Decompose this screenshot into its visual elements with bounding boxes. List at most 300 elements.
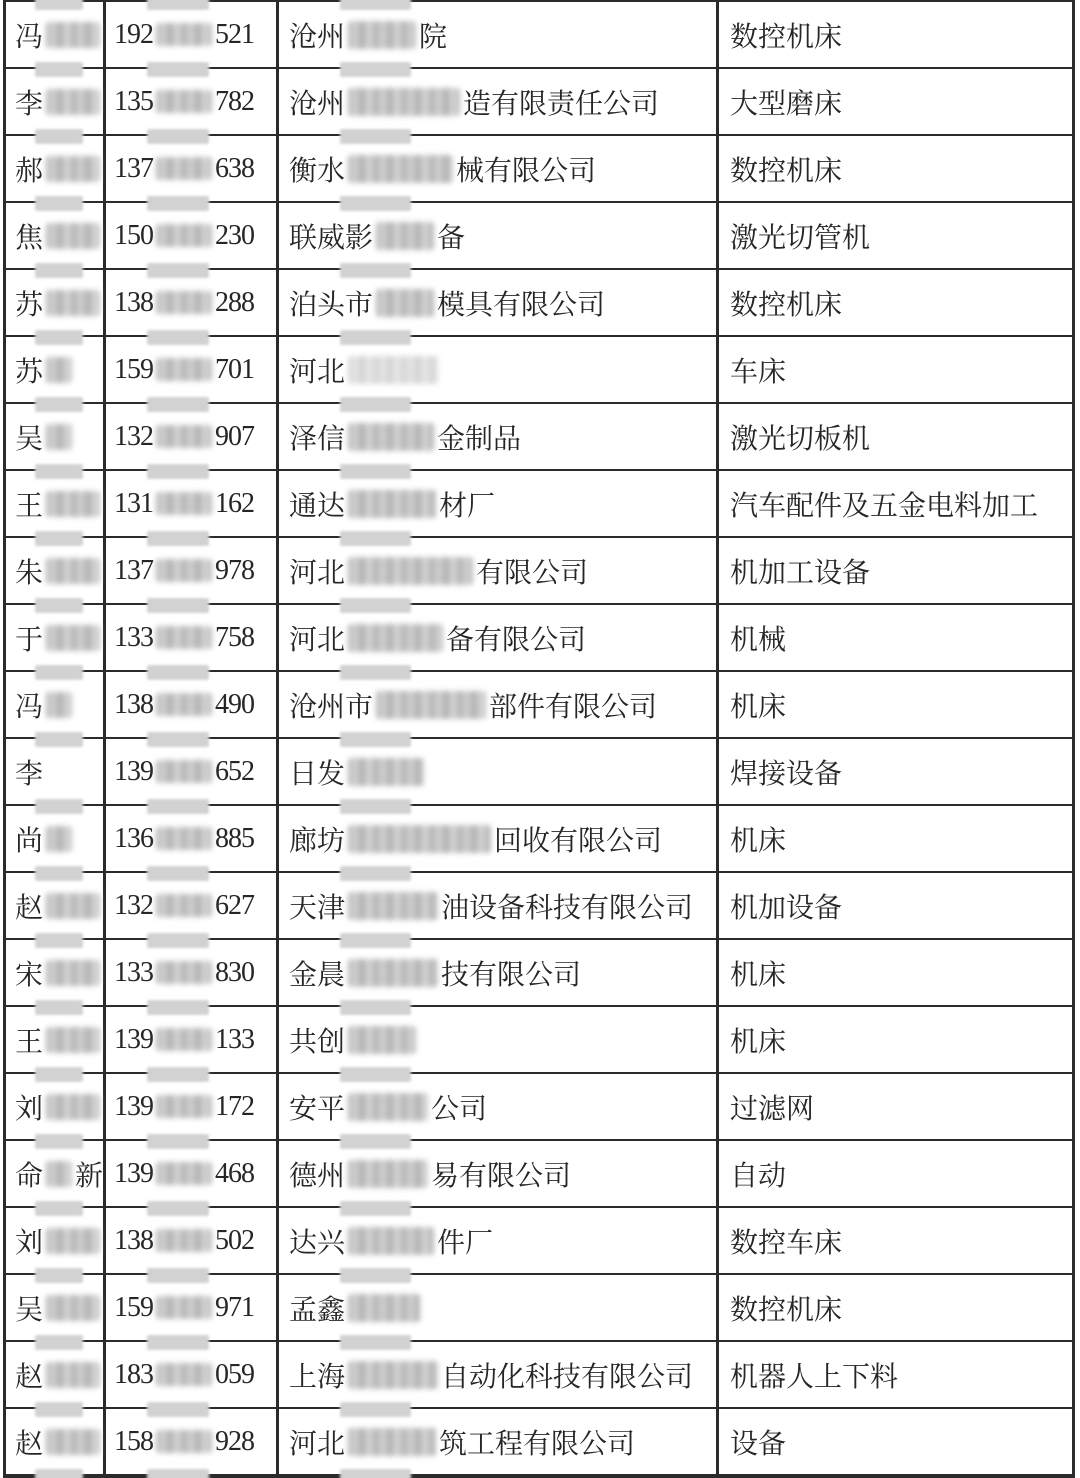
phone-cell <box>106 806 279 871</box>
company-prefix: 上海 <box>289 1361 346 1393</box>
phone-cell <box>106 538 279 603</box>
redaction-bar <box>35 732 83 747</box>
name-redaction <box>46 1094 100 1120</box>
name-prefix: 朱 <box>15 557 44 589</box>
product-label: 机床 <box>730 959 787 991</box>
name-prefix: 吴 <box>15 423 44 455</box>
name-redaction <box>46 558 100 584</box>
phone-prefix: 132 <box>114 420 153 452</box>
phone-redaction <box>156 1430 212 1453</box>
phone-suffix: 627 <box>215 889 254 921</box>
redaction-bar <box>147 799 209 814</box>
phone-cell <box>106 1141 279 1206</box>
phone-suffix: 172 <box>215 1090 254 1122</box>
phone-suffix: 468 <box>215 1157 254 1189</box>
redaction-bar <box>147 866 209 881</box>
phone-cell <box>106 2 279 67</box>
phone-prefix: 133 <box>114 621 153 653</box>
name-redaction <box>46 89 100 115</box>
name-prefix: 宋 <box>15 959 44 991</box>
product-cell <box>719 203 1072 268</box>
company-cell <box>279 69 719 134</box>
phone-prefix: 131 <box>114 487 153 519</box>
product-label: 机床 <box>730 825 787 857</box>
company-cell <box>279 605 719 670</box>
table-row <box>6 203 1072 270</box>
company-redaction <box>348 1093 428 1121</box>
product-label: 数控机床 <box>730 289 843 321</box>
redaction-bar <box>35 1469 83 1478</box>
product-cell <box>719 1141 1072 1206</box>
company-prefix: 孟鑫 <box>289 1294 346 1326</box>
phone-redaction <box>156 1095 212 1118</box>
redaction-bar <box>35 62 83 77</box>
company-prefix: 沧州 <box>289 21 346 53</box>
phone-cell <box>106 404 279 469</box>
name-cell <box>6 940 106 1005</box>
phone-prefix: 139 <box>114 1023 153 1055</box>
name-cell <box>6 404 106 469</box>
company-cell <box>279 1342 719 1407</box>
name-prefix: 郝 <box>15 155 44 187</box>
redaction-bar <box>35 196 83 211</box>
company-redaction <box>348 1160 428 1188</box>
company-cell <box>279 337 719 402</box>
name-cell <box>6 538 106 603</box>
redaction-bar <box>340 799 411 814</box>
company-redaction <box>348 88 460 116</box>
product-label: 车床 <box>730 356 787 388</box>
name-prefix: 命 <box>15 1160 44 1192</box>
phone-cell <box>106 1208 279 1273</box>
company-redaction <box>376 222 434 250</box>
redaction-bar <box>35 1335 83 1350</box>
phone-cell <box>106 337 279 402</box>
company-cell <box>279 672 719 737</box>
redaction-bar <box>340 1201 411 1216</box>
phone-prefix: 139 <box>114 1090 153 1122</box>
phone-redaction <box>156 1363 212 1386</box>
phone-suffix: 059 <box>215 1358 254 1390</box>
phone-cell <box>106 136 279 201</box>
name-prefix: 吴 <box>15 1294 44 1326</box>
name-prefix: 赵 <box>15 892 44 924</box>
redaction-bar <box>147 1469 209 1478</box>
redaction-bar <box>147 464 209 479</box>
redaction-bar <box>340 0 411 10</box>
phone-prefix: 138 <box>114 1224 153 1256</box>
redaction-bar <box>35 1402 83 1417</box>
company-suffix: 院 <box>419 21 448 53</box>
company-redaction <box>348 959 438 987</box>
product-label: 数控机床 <box>730 155 843 187</box>
phone-prefix: 138 <box>114 286 153 318</box>
phone-suffix: 490 <box>215 688 254 720</box>
redaction-bar <box>340 933 411 948</box>
phone-redaction <box>156 1229 212 1252</box>
company-prefix: 河北 <box>289 1428 346 1460</box>
redaction-bar <box>340 1469 411 1478</box>
product-label: 数控车床 <box>730 1227 843 1259</box>
redaction-bar <box>340 1268 411 1283</box>
company-suffix: 备 <box>437 222 466 254</box>
company-prefix: 金晨 <box>289 959 346 991</box>
phone-suffix: 521 <box>215 18 254 50</box>
name-cell <box>6 69 106 134</box>
company-suffix: 金制品 <box>437 423 522 455</box>
company-cell <box>279 270 719 335</box>
company-suffix: 造有限责任公司 <box>463 88 660 120</box>
name-cell <box>6 873 106 938</box>
name-prefix: 李 <box>15 88 44 120</box>
phone-cell <box>106 1275 279 1340</box>
name-redaction <box>46 357 72 383</box>
name-redaction <box>46 1027 100 1053</box>
company-prefix: 联威影 <box>289 222 374 254</box>
redaction-bar <box>35 665 83 680</box>
name-prefix: 刘 <box>15 1227 44 1259</box>
company-redaction <box>348 21 416 49</box>
phone-cell <box>106 605 279 670</box>
phone-redaction <box>156 157 212 180</box>
product-label: 汽车配件及五金电料加工 <box>730 490 1039 522</box>
name-cell <box>6 1007 106 1072</box>
name-redaction <box>46 223 100 249</box>
phone-cell <box>106 672 279 737</box>
redaction-bar <box>35 1201 83 1216</box>
phone-cell <box>106 739 279 804</box>
phone-redaction <box>156 90 212 113</box>
phone-redaction <box>156 224 212 247</box>
redaction-bar <box>147 598 209 613</box>
table-row <box>6 538 1072 605</box>
company-prefix: 河北 <box>289 356 346 388</box>
company-cell <box>279 136 719 201</box>
name-prefix: 王 <box>15 1026 44 1058</box>
phone-prefix: 136 <box>114 822 153 854</box>
redaction-bar <box>147 263 209 278</box>
product-cell <box>719 1342 1072 1407</box>
name-redaction <box>46 960 100 986</box>
company-cell <box>279 1275 719 1340</box>
phone-suffix: 230 <box>215 219 254 251</box>
company-redaction <box>348 1227 434 1255</box>
phone-suffix: 758 <box>215 621 254 653</box>
company-cell <box>279 404 719 469</box>
redaction-bar <box>147 1268 209 1283</box>
phone-redaction <box>156 961 212 984</box>
company-redaction <box>348 1026 416 1054</box>
redaction-bar <box>35 129 83 144</box>
redaction-bar <box>340 665 411 680</box>
redaction-bar <box>147 196 209 211</box>
name-redaction <box>46 826 72 852</box>
phone-suffix: 638 <box>215 152 254 184</box>
product-label: 机加设备 <box>730 892 843 924</box>
product-cell <box>719 404 1072 469</box>
table-row <box>6 337 1072 404</box>
company-prefix: 河北 <box>289 624 346 656</box>
name-prefix: 于 <box>15 624 44 656</box>
company-redaction <box>348 155 453 183</box>
phone-redaction <box>156 1296 212 1319</box>
redaction-bar <box>340 129 411 144</box>
product-label: 机械 <box>730 624 787 656</box>
table-row <box>6 1141 1072 1208</box>
product-cell <box>719 136 1072 201</box>
company-prefix: 衡水 <box>289 155 346 187</box>
company-cell <box>279 1141 719 1206</box>
product-cell <box>719 471 1072 536</box>
company-redaction <box>348 1361 438 1389</box>
phone-prefix: 133 <box>114 956 153 988</box>
phone-cell <box>106 203 279 268</box>
company-prefix: 日发 <box>289 758 346 790</box>
phone-redaction <box>156 693 212 716</box>
product-label: 机器人上下料 <box>730 1361 899 1393</box>
table-row <box>6 672 1072 739</box>
name-prefix: 冯 <box>15 21 44 53</box>
company-prefix: 德州 <box>289 1160 346 1192</box>
product-cell <box>719 672 1072 737</box>
phone-suffix: 978 <box>215 554 254 586</box>
product-cell <box>719 940 1072 1005</box>
company-redaction <box>348 758 424 786</box>
company-cell <box>279 806 719 871</box>
company-cell <box>279 203 719 268</box>
phone-suffix: 701 <box>215 353 254 385</box>
company-suffix: 模具有限公司 <box>437 289 606 321</box>
name-prefix: 李 <box>15 758 44 790</box>
product-label: 激光切管机 <box>730 222 871 254</box>
table-row <box>6 1275 1072 1342</box>
redaction-bar <box>340 1134 411 1149</box>
name-suffix: 新 <box>74 1160 103 1192</box>
redaction-bar <box>340 1067 411 1082</box>
table-row <box>6 605 1072 672</box>
redaction-bar <box>35 1067 83 1082</box>
company-redaction <box>348 1294 420 1322</box>
phone-cell <box>106 1409 279 1474</box>
product-label: 数控机床 <box>730 21 843 53</box>
redaction-bar <box>340 1000 411 1015</box>
redaction-bar <box>35 464 83 479</box>
name-redaction <box>46 491 100 517</box>
redaction-bar <box>35 0 83 10</box>
product-label: 机床 <box>730 691 787 723</box>
redaction-bar <box>35 933 83 948</box>
name-prefix: 苏 <box>15 289 44 321</box>
redaction-bar <box>35 263 83 278</box>
name-cell <box>6 2 106 67</box>
company-suffix: 自动化科技有限公司 <box>441 1361 694 1393</box>
redaction-bar <box>35 866 83 881</box>
phone-suffix: 830 <box>215 956 254 988</box>
redaction-bar <box>35 598 83 613</box>
phone-cell <box>106 270 279 335</box>
redaction-bar <box>147 732 209 747</box>
name-cell <box>6 1074 106 1139</box>
redaction-bar <box>35 531 83 546</box>
product-cell <box>719 2 1072 67</box>
redaction-bar <box>340 464 411 479</box>
phone-prefix: 137 <box>114 554 153 586</box>
table-row <box>6 940 1072 1007</box>
name-prefix: 尚 <box>15 825 44 857</box>
table-row <box>6 806 1072 873</box>
redaction-bar <box>147 62 209 77</box>
company-suffix: 件厂 <box>437 1227 494 1259</box>
phone-prefix: 183 <box>114 1358 153 1390</box>
name-redaction <box>46 290 100 316</box>
phone-cell <box>106 1007 279 1072</box>
product-cell <box>719 337 1072 402</box>
company-prefix: 通达 <box>289 490 346 522</box>
phone-cell <box>106 873 279 938</box>
name-redaction <box>46 156 100 182</box>
table-row <box>6 1208 1072 1275</box>
product-cell <box>719 873 1072 938</box>
company-cell <box>279 1007 719 1072</box>
company-cell <box>279 940 719 1005</box>
redaction-bar <box>147 397 209 412</box>
product-cell <box>719 739 1072 804</box>
phone-prefix: 150 <box>114 219 153 251</box>
name-prefix: 赵 <box>15 1361 44 1393</box>
name-redaction <box>46 1362 100 1388</box>
name-prefix: 刘 <box>15 1093 44 1125</box>
name-redaction <box>46 625 100 651</box>
table-row <box>6 404 1072 471</box>
phone-suffix: 782 <box>215 85 254 117</box>
phone-prefix: 138 <box>114 688 153 720</box>
company-cell <box>279 873 719 938</box>
company-cell <box>279 1074 719 1139</box>
phone-redaction <box>156 626 212 649</box>
product-cell <box>719 69 1072 134</box>
phone-suffix: 502 <box>215 1224 254 1256</box>
table-row <box>6 739 1072 806</box>
table-row <box>6 1007 1072 1074</box>
redaction-bar <box>35 397 83 412</box>
product-label: 数控机床 <box>730 1294 843 1326</box>
redaction-bar <box>147 933 209 948</box>
product-label: 设备 <box>730 1428 787 1460</box>
company-prefix: 河北 <box>289 557 346 589</box>
phone-prefix: 192 <box>114 18 153 50</box>
name-cell <box>6 1208 106 1273</box>
phone-suffix: 162 <box>215 487 254 519</box>
phone-redaction <box>156 760 212 783</box>
redaction-bar <box>340 196 411 211</box>
company-redaction <box>376 289 434 317</box>
phone-prefix: 159 <box>114 1291 153 1323</box>
redaction-bar <box>147 1335 209 1350</box>
name-redaction <box>46 1295 100 1321</box>
name-cell <box>6 605 106 670</box>
company-prefix: 达兴 <box>289 1227 346 1259</box>
company-suffix: 有限公司 <box>476 557 589 589</box>
phone-prefix: 139 <box>114 1157 153 1189</box>
redaction-bar <box>340 330 411 345</box>
redaction-bar <box>340 263 411 278</box>
name-redaction <box>46 692 72 718</box>
company-redaction <box>348 490 436 518</box>
redaction-bar <box>147 330 209 345</box>
company-redaction <box>348 557 473 585</box>
phone-suffix: 288 <box>215 286 254 318</box>
name-redaction <box>46 893 100 919</box>
company-suffix: 械有限公司 <box>456 155 597 187</box>
company-suffix: 材厂 <box>439 490 496 522</box>
product-label: 激光切板机 <box>730 423 871 455</box>
redaction-bar <box>35 330 83 345</box>
name-redaction <box>46 1161 72 1187</box>
company-prefix: 安平 <box>289 1093 346 1125</box>
product-cell <box>719 1409 1072 1474</box>
product-cell <box>719 605 1072 670</box>
phone-prefix: 132 <box>114 889 153 921</box>
product-cell <box>719 270 1072 335</box>
company-suffix: 公司 <box>431 1093 488 1125</box>
redaction-bar <box>340 1402 411 1417</box>
redaction-bar <box>147 531 209 546</box>
company-suffix: 易有限公司 <box>431 1160 572 1192</box>
company-prefix: 泊头市 <box>289 289 374 321</box>
table-row <box>6 1342 1072 1409</box>
product-label: 大型磨床 <box>730 88 843 120</box>
redaction-bar <box>340 62 411 77</box>
phone-redaction <box>156 1162 212 1185</box>
name-cell <box>6 270 106 335</box>
product-label: 机床 <box>730 1026 787 1058</box>
company-suffix: 回收有限公司 <box>494 825 663 857</box>
phone-redaction <box>156 1028 212 1051</box>
name-cell <box>6 1141 106 1206</box>
name-cell <box>6 1342 106 1407</box>
phone-prefix: 135 <box>114 85 153 117</box>
company-cell <box>279 538 719 603</box>
product-label: 机加工设备 <box>730 557 871 589</box>
name-prefix: 王 <box>15 490 44 522</box>
company-redaction <box>376 691 486 719</box>
redaction-bar <box>147 1000 209 1015</box>
name-cell <box>6 136 106 201</box>
redaction-bar <box>340 531 411 546</box>
redaction-bar <box>147 0 209 10</box>
phone-redaction <box>156 827 212 850</box>
name-redaction <box>46 424 72 450</box>
phone-suffix: 907 <box>215 420 254 452</box>
redaction-bar <box>35 799 83 814</box>
name-cell <box>6 1275 106 1340</box>
name-redaction <box>46 1429 100 1455</box>
company-cell <box>279 471 719 536</box>
redaction-bar <box>147 1134 209 1149</box>
phone-cell <box>106 1074 279 1139</box>
redaction-bar <box>340 732 411 747</box>
phone-suffix: 971 <box>215 1291 254 1323</box>
product-cell <box>719 806 1072 871</box>
table-row <box>6 2 1072 69</box>
company-suffix: 油设备科技有限公司 <box>441 892 694 924</box>
company-cell <box>279 1208 719 1273</box>
phone-redaction <box>156 425 212 448</box>
product-cell <box>719 1007 1072 1072</box>
table-row <box>6 1074 1072 1141</box>
company-prefix: 廊坊 <box>289 825 346 857</box>
company-suffix: 备有限公司 <box>446 624 587 656</box>
